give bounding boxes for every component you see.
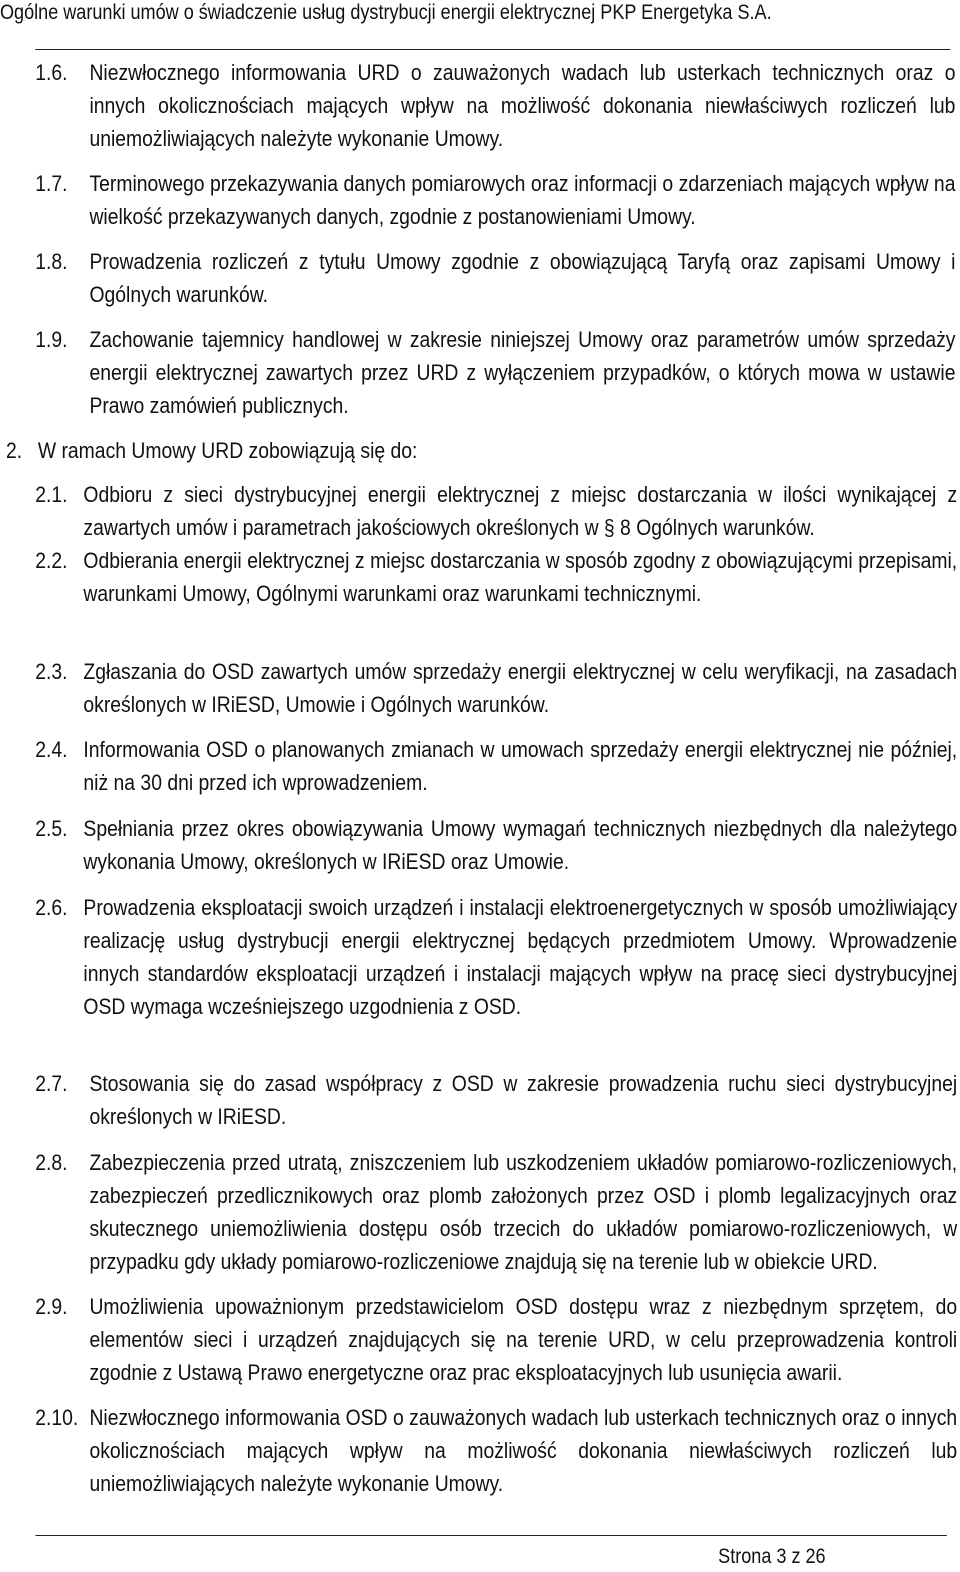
section-text: W ramach Umowy URD zobowiązują się do: — [37, 438, 418, 463]
clause-number: 2.2. — [35, 548, 68, 573]
clause-number: 2.7. — [35, 1071, 68, 1096]
clause-number: 2.5. — [35, 816, 68, 841]
page-number: Strona 3 z 26 — [718, 1545, 826, 1568]
clause-number: 2.1. — [35, 482, 68, 507]
header-divider — [35, 49, 950, 50]
clause-number: 1.8. — [35, 249, 68, 274]
clause-2-8 — [35, 1146, 957, 1278]
clause-text: Niezwłocznego informowania URD o zauważonych wadach lub usterkach technicznych oraz o innych okolicznościach mających wpływ na możliwość dokonania niewłaściwych rozliczeń lub uniemożliwiających należyte wykonanie Umowy. — [89, 60, 956, 151]
clause-text: Spełniania przez okres obowiązywania Umowy wymagań technicznych niezbędnych dla należytego wykonania Umowy, określonych w IRiESD oraz Umowie. — [83, 816, 958, 874]
clause-number: 2.3. — [35, 659, 68, 684]
clause-2-1 — [35, 478, 957, 544]
clause-number: 2.10. — [35, 1405, 79, 1430]
section-2-heading — [6, 434, 952, 467]
clause-text: Stosowania się do zasad współpracy z OSD w zakresie prowadzenia ruchu sieci dystrybucyjnej określonych w IRiESD. — [89, 1071, 958, 1129]
footer-divider — [35, 1535, 947, 1536]
clause-2-5 — [35, 812, 957, 878]
clause-number: 2.4. — [35, 737, 68, 762]
clause-text: Zachowanie tajemnicy handlowej w zakresie niniejszej Umowy oraz parametrów umów sprzedaży energii elektrycznej zawartych przez URD z wyłączeniem przypadków, o których mowa w ustawie Prawo zamówień publicznych. — [89, 327, 956, 418]
clause-1-8 — [35, 245, 955, 311]
clause-number: 1.7. — [35, 171, 68, 196]
clause-text: Informowania OSD o planowanych zmianach w umowach sprzedaży energii elektrycznej nie później, niż na 30 dni przed ich wprowadzeniem. — [83, 737, 958, 795]
clause-text: Umożliwienia upoważnionym przedstawicielom OSD dostępu wraz z niezbędnym sprzętem, do elementów sieci i urządzeń znajdujących się na terenie URD, w celu przeprowadzenia kontroli zgodnie z Ustawą Prawo energetyczne oraz prac eksploatacyjnych lub usunięcia awarii. — [89, 1294, 958, 1385]
clause-text: Prowadzenia rozliczeń z tytułu Umowy zgodnie z obowiązującą Taryfą oraz zapisami Umowy i Ogólnych warunków. — [89, 249, 956, 307]
clause-2-3 — [35, 655, 957, 721]
clause-2-9 — [35, 1290, 957, 1389]
section-number: 2. — [6, 438, 23, 463]
clause-text: Zabezpieczenia przed utratą, zniszczeniem lub uszkodzeniem układów pomiarowo-rozliczeniowych, zabezpieczeń przedlicznikowych oraz plomb założonych przez OSD i plomb legalizacyjnych oraz skutecznego uniemożliwienia dostępu osób trzecich do układów pomiarowo-rozliczeniowych, w przypadku gdy układy pomiarowo-rozliczeniowe znajdują się na terenie lub w obiekcie URD. — [89, 1150, 958, 1274]
clause-number: 2.6. — [35, 895, 68, 920]
clause-text: Zgłaszania do OSD zawartych umów sprzedaży energii elektrycznej w celu weryfikacji, na zasadach określonych w IRiESD, Umowie i Ogólnych warunków. — [83, 659, 958, 717]
clause-1-7 — [35, 167, 955, 233]
clause-text: Odbioru z sieci dystrybucyjnej energii elektrycznej z miejsc dostarczania w ilości wynikającej z zawartych umów i parametrach jakościowych określonych w § 8 Ogólnych warunków. — [83, 482, 958, 540]
clause-text: Odbierania energii elektrycznej z miejsc dostarczania w sposób zgodny z obowiązującymi przepisami, warunkami Umowy, Ogólnymi warunkami oraz warunkami technicznymi. — [83, 548, 958, 606]
clause-number: 1.6. — [35, 60, 68, 85]
clause-2-4 — [35, 733, 957, 799]
clause-number: 2.9. — [35, 1294, 68, 1319]
clause-2-7 — [35, 1067, 957, 1133]
clause-text: Prowadzenia eksploatacji swoich urządzeń i instalacji elektroenergetycznych w sposób umożliwiający realizację usług dystrybucji energii elektrycznej będących przedmiotem Umowy. Wprowadzenie innych standardów eksploatacji urządzeń i instalacji mających wpływ na pracę sieci dystrybucyjnej OSD wymaga wcześniejszego uzgodnienia z OSD. — [83, 895, 958, 1019]
clause-text: Niezwłocznego informowania OSD o zauważonych wadach lub usterkach technicznych oraz o innych okolicznościach mających wpływ na możliwość dokonania niewłaściwych rozliczeń lub uniemożliwiających należyte wykonanie Umowy. — [89, 1405, 958, 1496]
clause-2-6 — [35, 891, 957, 1023]
clause-number: 1.9. — [35, 327, 68, 352]
clause-number: 2.8. — [35, 1150, 68, 1175]
clause-text: Terminowego przekazywania danych pomiarowych oraz informacji o zdarzeniach mających wpływ na wielkość przekazywanych danych, zgodnie z postanowieniami Umowy. — [89, 171, 956, 229]
clause-2-10 — [35, 1401, 957, 1500]
document-header: Ogólne warunki umów o świadczenie usług dystrybucji energii elektrycznej PKP Energetyka S.A. — [0, 1, 772, 24]
clause-1-6 — [35, 56, 955, 155]
clause-2-2 — [35, 544, 957, 610]
clause-1-9 — [35, 323, 955, 422]
